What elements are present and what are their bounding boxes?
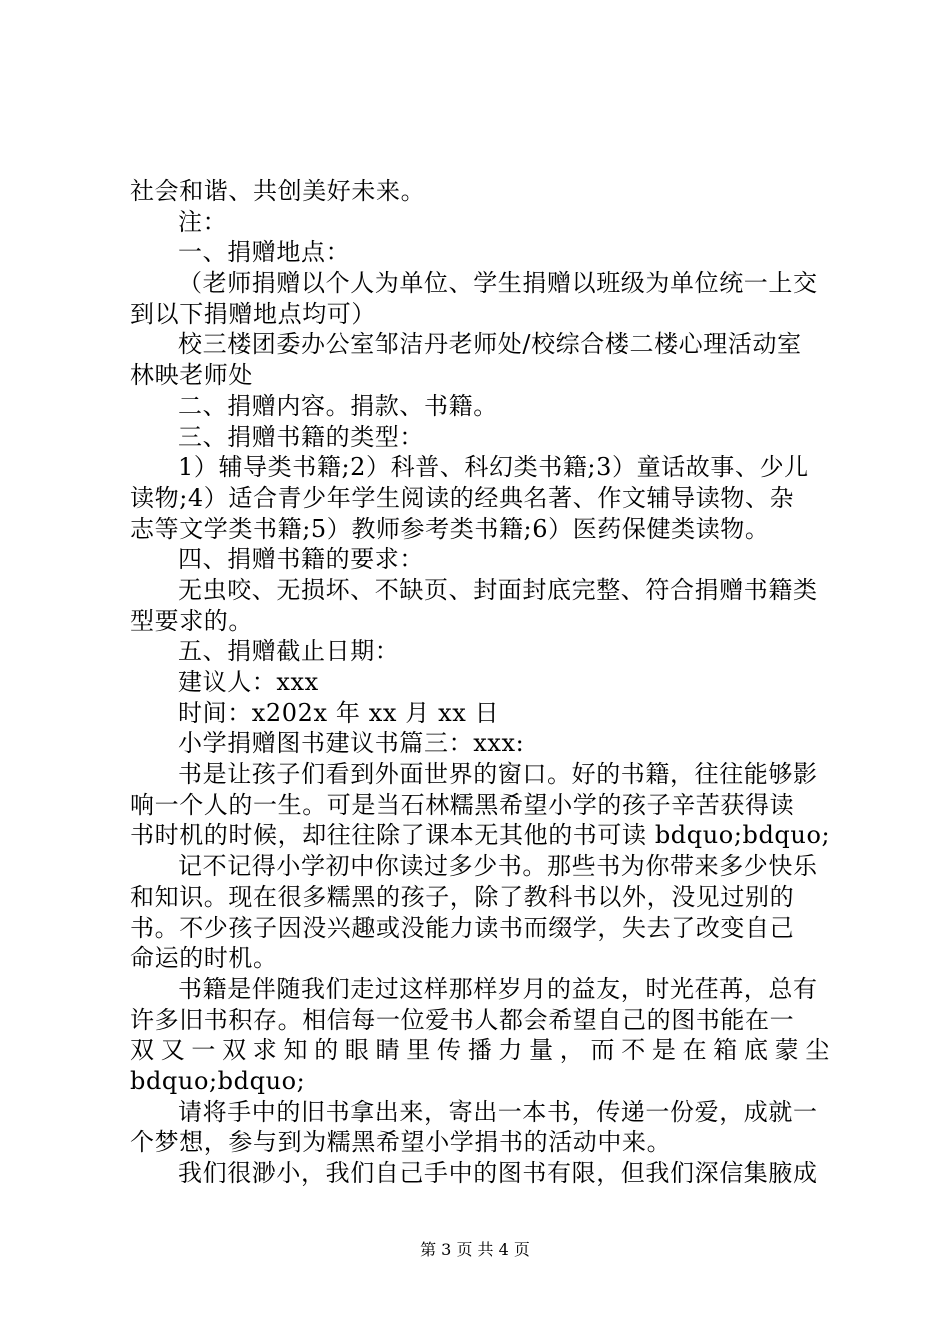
text-line: 校三楼团委办公室邹洁丹老师处/校综合楼二楼心理活动室 bbox=[178, 330, 802, 359]
text-line: 注： bbox=[178, 207, 228, 236]
text-line: 和知识。现在很多糯黑的孩子，除了教科书以外，没见过别的 bbox=[130, 882, 795, 911]
date-line: 时间：x202x 年 xx 月 xx 日 bbox=[178, 698, 500, 727]
text-line: （老师捐赠以个人为单位、学生捐赠以班级为单位统一上交 bbox=[178, 269, 818, 298]
text-line: 许多旧书积存。相信每一位爱书人都会希望自己的图书能在一 bbox=[130, 1005, 795, 1034]
text-line: 型要求的。 bbox=[130, 606, 253, 635]
text-line: 书籍是伴随我们走过这样那样岁月的益友，时光荏苒，总有 bbox=[178, 974, 818, 1003]
section-heading: 五、捐赠截止日期： bbox=[178, 637, 400, 666]
text-line: 1）辅导类书籍;2）科普、科幻类书籍;3）童话故事、少儿 bbox=[178, 453, 809, 482]
text-line: 个梦想，参与到为糯黑希望小学捐书的活动中来。 bbox=[130, 1128, 672, 1157]
text-line: 无虫咬、无损坏、不缺页、封面封底完整、符合捐赠书籍类 bbox=[178, 575, 818, 604]
section-heading: 四、捐赠书籍的要求： bbox=[178, 545, 424, 574]
text-line: 记不记得小学初中你读过多少书。那些书为你带来多少快乐 bbox=[178, 852, 818, 881]
text-line: 林映老师处 bbox=[130, 361, 253, 390]
section-heading: 一、捐赠地点： bbox=[178, 238, 351, 267]
proposer-line: 建议人：xxx bbox=[178, 668, 319, 696]
text-line: 我们很渺小，我们自己手中的图书有限，但我们深信集腋成 bbox=[178, 1159, 818, 1187]
document-body bbox=[130, 176, 830, 1189]
text-line: bdquo;bdquo; bbox=[130, 1066, 306, 1095]
text-line: 社会和谐、共创美好未来。 bbox=[130, 177, 426, 205]
page-number-footer: 第 3 页 共 4 页 bbox=[420, 1240, 530, 1259]
text-line: 请将手中的旧书拿出来，寄出一本书，传递一份爱，成就一 bbox=[178, 1097, 818, 1126]
text-line: 读物;4）适合青少年学生阅读的经典名著、作文辅导读物、杂 bbox=[130, 483, 795, 512]
text-line: 书时机的时候，却往往除了课本无其他的书可读 bdquo;bdquo; bbox=[130, 821, 830, 850]
section-title: 小学捐赠图书建议书篇三：xxx: bbox=[178, 729, 525, 758]
section-heading: 二、捐赠内容。捐款、书籍。 bbox=[178, 391, 498, 420]
text-line: 响一个人的一生。可是当石林糯黑希望小学的孩子辛苦获得读 bbox=[130, 790, 795, 819]
text-line: 志等文学类书籍;5）教师参考类书籍;6）医药保健类读物。 bbox=[130, 514, 770, 543]
text-line: 命运的时机。 bbox=[130, 944, 278, 973]
text-line: 到以下捐赠地点均可） bbox=[130, 299, 376, 328]
text-line: 书。不少孩子因没兴趣或没能力读书而缀学，失去了改变自己 bbox=[130, 913, 795, 942]
section-heading: 三、捐赠书籍的类型： bbox=[178, 422, 424, 451]
text-line: 双又一双求知的眼睛里传播力量，而不是在箱底蒙尘 bbox=[130, 1036, 830, 1065]
text-line: 书是让孩子们看到外面世界的窗口。好的书籍，往往能够影 bbox=[178, 760, 818, 789]
